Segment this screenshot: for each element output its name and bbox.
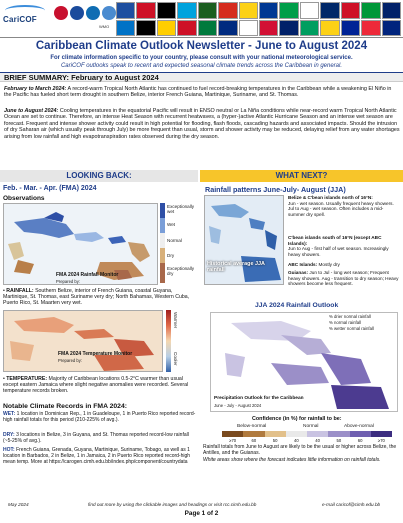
flag-icon (300, 2, 319, 19)
outlook-heading[interactable]: JJA 2024 Rainfall Outlook (255, 302, 339, 309)
region-abc (288, 262, 400, 268)
scale-tick: 40 (294, 438, 299, 443)
conf-above-label: Above-normal (344, 424, 374, 429)
flag-icon (320, 2, 339, 19)
flag-icon (259, 2, 278, 19)
region-text: Jun to Aug - first half of wet season. Increasingly heavy showers. (288, 246, 389, 257)
rain-map-credit: Prepared by: (56, 279, 80, 284)
flag-icon (239, 2, 258, 19)
temp-legend-warmer: Warmer (173, 312, 178, 329)
flag-icon (259, 20, 278, 37)
what-next-heading[interactable]: WHAT NEXT? (200, 170, 403, 182)
scale-swatch (265, 431, 286, 437)
record-key: WET: (3, 411, 16, 417)
outlook-legend-normal: % normal rainfall (329, 320, 362, 325)
legend-dry: Dry (167, 253, 175, 258)
flag-icon (198, 20, 217, 37)
summary-lead-forecast: June to August 2024: (4, 108, 59, 114)
flag-icon (136, 2, 155, 19)
flag-icon (136, 20, 155, 37)
rain-map-title: FMA 2024 Rainfall Monitor (56, 272, 119, 278)
outlook-legend-dry: % drier normal rainfall (329, 314, 371, 319)
legend-swatch (160, 203, 165, 218)
footer-link[interactable]: find out more by using the clickable images and headings or visit rcc.cimh.edu.bb (88, 502, 257, 507)
footer-email[interactable]: e-mail caricof@cimh.edu.bb (322, 502, 381, 507)
temp-map-title: FMA 2024 Temperature Monitor (58, 351, 133, 357)
flag-icon (341, 20, 360, 37)
observations-label: Observations (3, 195, 45, 202)
temperature-map-graphic (4, 311, 163, 372)
region-title: Belize & C'bean islands north of 16°N: (288, 195, 373, 200)
legend-swatch (160, 248, 165, 263)
scale-swatch (307, 431, 328, 437)
flag-icon (300, 20, 319, 37)
summary-body-past: A record-warm Tropical North Atlantic has continued to fuel record-breaking temperatures in the Caribbean while a weakening El Niño in the Pacific has fueled short term drought in southern Belize, interior French Guiana, Martinique, Suriname, and St. Thomas. (4, 86, 392, 99)
confidence-scale (222, 431, 392, 437)
record-dry (3, 433, 198, 445)
flag-icon (279, 2, 298, 19)
flag-icon (157, 20, 176, 37)
record-value: 3 locations in Belize, 3 in Guyana, and St. Thomas reported record-low rainfall (~5-25% of avg.). (3, 432, 189, 444)
looking-back-heading[interactable]: LOOKING BACK: (0, 170, 198, 182)
temp-map-credit: Prepared by: (58, 358, 82, 363)
region-text: Mostly dry (318, 262, 340, 267)
scale-tick: ≥70 (229, 438, 237, 443)
conf-below-label: Below-normal (237, 424, 267, 429)
outlook-map-caption2: June - July - August 2024 (214, 403, 262, 408)
region-north (288, 195, 400, 217)
records-heading[interactable]: Notable Climate Records in FMA 2024: (3, 403, 128, 410)
flag-icon (382, 20, 401, 37)
legend-swatch (160, 233, 165, 248)
temperature-summary: • TEMPERATURE: Majority of Caribbean locations 0.5-2°C warmer than usual except eastern Jamaica where slight negative anomalies were recorded. Several temperature records broken. (3, 376, 189, 395)
flag-icon (239, 20, 258, 37)
scale-tick: ≥70 (377, 438, 385, 443)
wmo-logo-icon (102, 6, 116, 20)
scale-tick: 50 (272, 438, 278, 443)
outlook-note-white: White areas show where the forecast indicates little information on rainfall totals. (203, 457, 381, 463)
summary-paragraph-past (4, 86, 400, 99)
tagline: CariCOF outlooks speak to recent and expected seasonal climate trends across the Caribbean in general. (60, 63, 343, 69)
fma-period-heading[interactable]: Feb. - Mar. - Apr. (FMA) 2024 (3, 185, 97, 192)
page-title: Caribbean Climate Outlook Newsletter - June to August 2024 (35, 40, 368, 52)
summary-paragraph-forecast (4, 108, 400, 140)
flag-icon (320, 20, 339, 37)
scale-swatch (243, 431, 264, 437)
region-title: ABC Islands: (288, 262, 318, 267)
flag-icon (361, 20, 380, 37)
contact-note: For climate information specific to your country, please consult with your national meteorological service. (50, 55, 353, 61)
record-value: French Guiana, Grenada, Guyana, Martinique, Suriname, Tobago, as well as 1 location in Barbados, 2 in Belize, 1 in Jamaica, 2 in Puerto Rico reported record-high mean temp. More at https://carogen.cimh.edu.bb/index.php/component/countrydata (3, 447, 191, 465)
rainfall-summary: • RAINFALL: Southern Belize, interior of French Guiana, coastal Guyana, Martinique, St. Thomas, east Suriname very dry; North Bahamas, Western Cuba, Puerto Rico, St. Maarten very wet. (3, 288, 190, 307)
temperature-label: TEMPERATURE: (6, 376, 48, 382)
scale-swatch (350, 431, 371, 437)
temperature-legend-bar (166, 310, 171, 372)
flag-icon (198, 2, 217, 19)
flag-icon (157, 2, 176, 19)
flag-icon (382, 2, 401, 19)
conf-normal-label: Normal (303, 424, 319, 429)
record-value: 1 location in Dominican Rep., 1 in Guadeloupe, 1 in Puerto Rico reported record-high rainfall totals for this period (210-225% of avg.). (3, 411, 196, 423)
outlook-legend-wet: % wetter normal rainfall (329, 326, 374, 331)
partner-logo-icon (70, 6, 84, 20)
summary-lead-past: February to March 2024: (4, 86, 67, 92)
flag-icon (218, 2, 237, 19)
temperature-text: Majority of Caribbean locations 0.5-2°C warmer than usual except eastern Jamaica where slight negative anomalies were recorded. Several temperature records broken. (3, 376, 189, 395)
rain-patterns-heading[interactable]: Rainfall patterns June-July- August (JJA) (205, 185, 346, 194)
flag-icon (177, 2, 196, 19)
logo-text: CariCOF (3, 15, 37, 24)
scale-swatch (328, 431, 349, 437)
scale-swatch (286, 431, 307, 437)
scale-tick: 50 (336, 438, 342, 443)
summary-body-forecast: Cooling temperatures in the equatorial Pacific will result in ENSO neutral or La Niña conditions while near-record warm Tropical North Atlantic Ocean are set to continue. Therefore, an intense Heat Season with recurrent heatwaves, a (hyper-)active Atlantic Hurricane Season and an intense wet season are forecast. Frequent and intense shower activity could result in high potential for flooding, flash floods, cascading hazards and associated impacts. Should the intrusion of dry Saharan air (which usually peak through July) be more frequent than usual, storm and shower activity may be reduced, delaying relief from any water shortages arising from low rainfall and high evapotranspiration rates observed during the dry season. (4, 108, 400, 140)
record-key: HOT: (3, 447, 15, 453)
scale-swatch (371, 431, 392, 437)
wmo-label: WMO (99, 24, 110, 29)
historical-average-label: Historical average JJA rainfall (207, 261, 265, 273)
legend-exceptionally-dry: Exceptionally dry (167, 266, 195, 276)
flag-icon (361, 2, 380, 19)
temp-legend-cooler: Cooler (173, 352, 178, 366)
footer-date: May 2024 (8, 502, 29, 507)
region-guianas (288, 270, 400, 287)
region-title: C'bean islands south of 16°N (except ABC Islands): (288, 235, 382, 246)
country-flags (116, 2, 401, 36)
record-hot (3, 448, 198, 466)
flag-icon (341, 2, 360, 19)
region-title: Guianas: (288, 270, 309, 275)
outlook-map-caption: Precipitation Outlook for the Caribbean (214, 396, 304, 401)
flag-icon (218, 20, 237, 37)
scale-tick: 60 (357, 438, 363, 443)
flag-icon (116, 2, 135, 19)
record-key: DRY: (3, 432, 15, 438)
region-text: Jun to Jul - long wet season; Frequent heavy showers. Aug - transition to dry season; Heavy showers become less frequent. (288, 270, 399, 287)
scale-tick: 60 (251, 438, 257, 443)
region-text: Jun - wet season. Usually frequent heavy showers. Jul to Aug - wet season. Often includes a mid-summer dry spell. (288, 200, 394, 217)
legend-normal: Normal (167, 238, 182, 243)
partner-logo-icon (86, 6, 100, 20)
record-wet (3, 412, 198, 424)
outlook-note: Rainfall totals from June to August are likely to be the usual or higher across Belize, the Antilles, and the Guianas. (203, 444, 397, 456)
flag-icon (116, 20, 135, 37)
confidence-label: Confidence (in %) for rainfall to be: (252, 416, 342, 422)
rainfall-text: Southern Belize, interior of French Guiana, coastal Guyana, Martinique, St. Thomas, east Suriname very dry; North Bahamas, Western Cuba, Puerto Rico, St. Maarten very wet. (3, 288, 190, 307)
caricof-logo[interactable] (3, 3, 49, 33)
flag-icon (177, 20, 196, 37)
scale-swatch (222, 431, 243, 437)
page-number: Page 1 of 2 (184, 510, 219, 517)
partner-logo-icon (54, 6, 68, 20)
confidence-ticks (222, 438, 392, 443)
legend-swatch (160, 263, 165, 283)
brief-summary-heading[interactable]: BRIEF SUMMARY: February to August 2024 (0, 72, 403, 82)
flag-icon (279, 20, 298, 37)
scale-tick: 40 (315, 438, 320, 443)
legend-swatch (160, 218, 165, 233)
rainfall-label: RAINFALL: (6, 288, 34, 294)
temperature-monitor-map[interactable] (3, 310, 163, 372)
legend-wet: Wet (167, 222, 176, 227)
region-south (288, 235, 400, 257)
legend-exceptionally-wet: Exceptionally wet (167, 204, 195, 214)
header (0, 0, 403, 38)
